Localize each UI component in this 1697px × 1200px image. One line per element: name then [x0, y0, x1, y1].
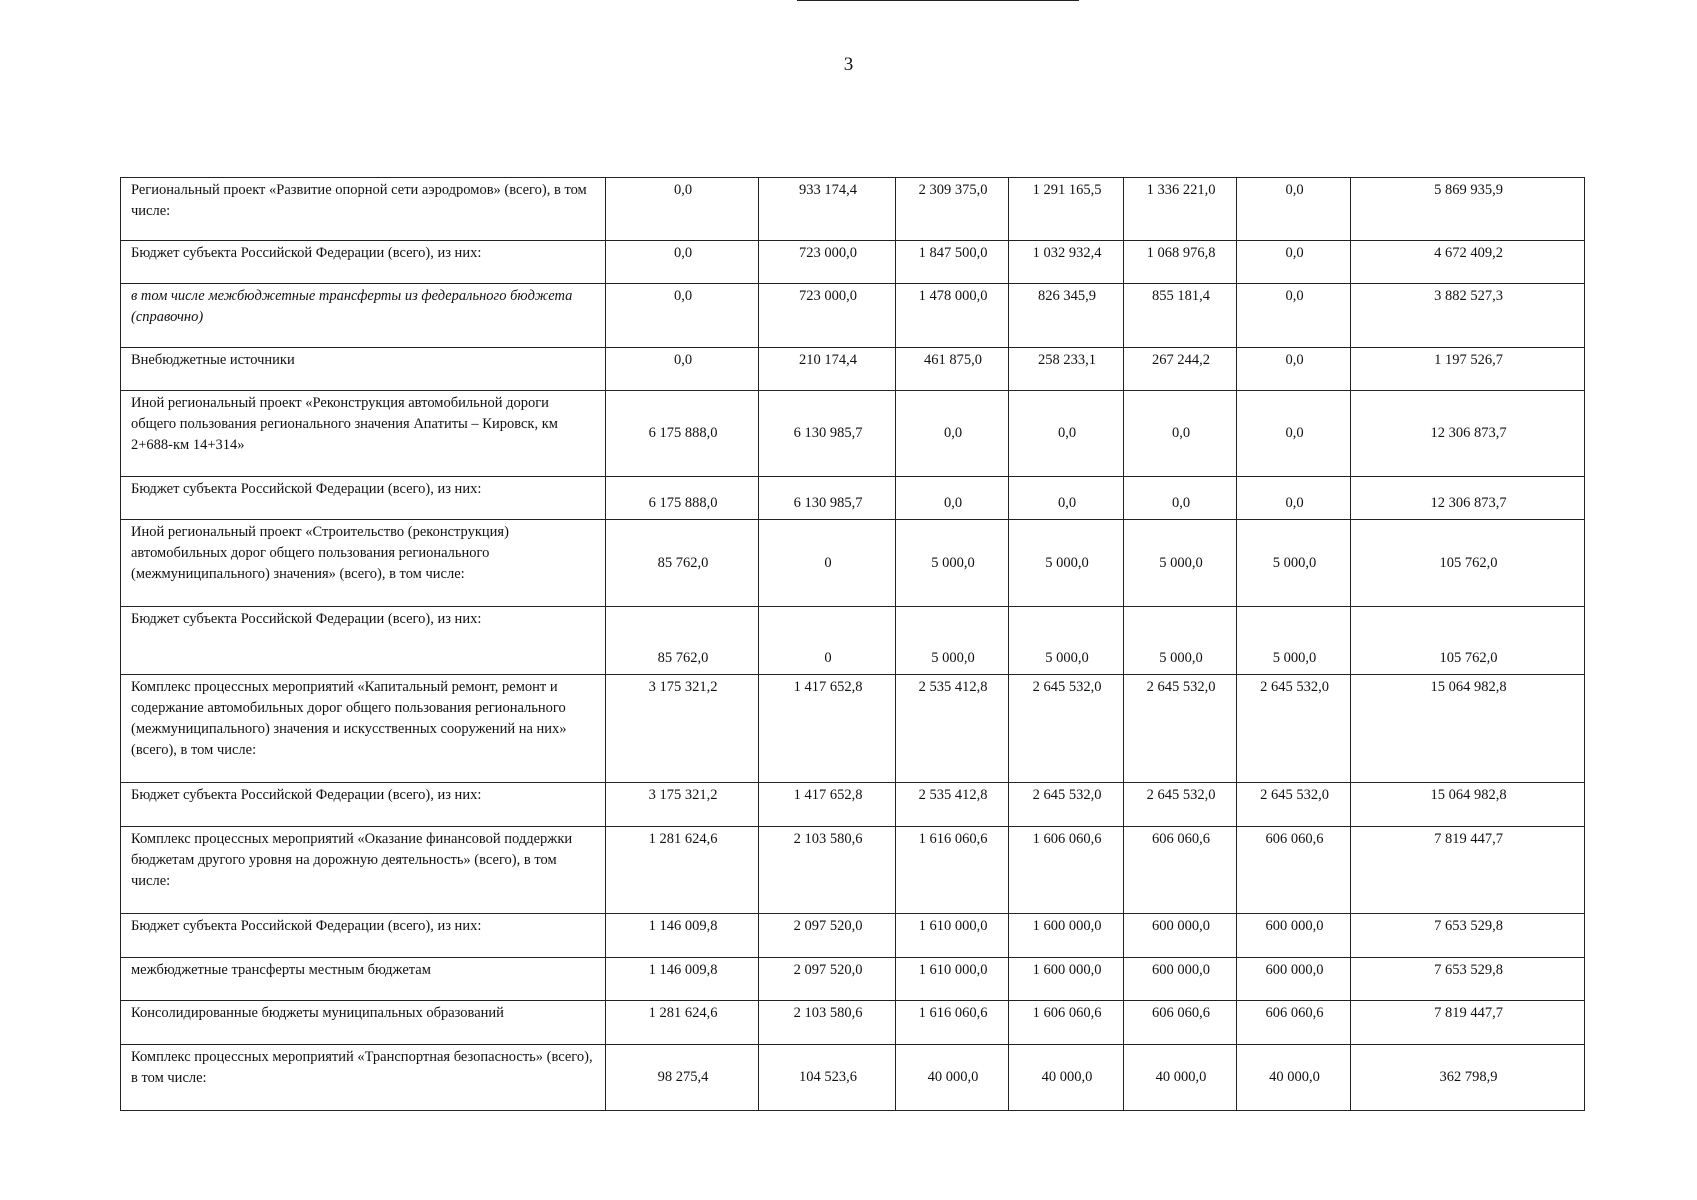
value-cell: 2 645 532,0	[1009, 783, 1124, 827]
value-cell: 2 103 580,6	[759, 827, 896, 914]
value-cell: 1 417 652,8	[759, 675, 896, 783]
table-row	[121, 914, 1585, 958]
value-cell: 1 600 000,0	[1009, 958, 1124, 1001]
row-label: Бюджет субъекта Российской Федерации (всего), из них:	[121, 477, 606, 520]
table-row	[121, 348, 1585, 391]
table-row	[121, 241, 1585, 284]
value-cell: 0,0	[1237, 241, 1351, 284]
row-label: Бюджет субъекта Российской Федерации (всего), из них:	[121, 914, 606, 958]
value-cell: 933 174,4	[759, 178, 896, 241]
value-cell: 0,0	[896, 477, 1009, 520]
row-label: Региональный проект «Развитие опорной сети аэродромов» (всего), в том числе:	[121, 178, 606, 241]
value-cell: 606 060,6	[1124, 827, 1237, 914]
value-cell: 0,0	[1237, 391, 1351, 477]
value-cell: 5 000,0	[896, 607, 1009, 675]
budget-table	[120, 177, 1585, 1111]
value-cell: 2 645 532,0	[1237, 783, 1351, 827]
row-label: Иной региональный проект «Реконструкция автомобильной дороги общего пользования регионального значения Апатиты – Кировск, км 2+688-км 14+314»	[121, 391, 606, 477]
value-cell: 0,0	[1237, 178, 1351, 241]
value-cell: 12 306 873,7	[1351, 477, 1585, 520]
row-label: в том числе межбюджетные трансферты из федерального бюджета (справочно)	[121, 284, 606, 348]
table-row	[121, 178, 1585, 241]
table-row	[121, 675, 1585, 783]
table-row	[121, 477, 1585, 520]
row-label: Бюджет субъекта Российской Федерации (всего), из них:	[121, 607, 606, 675]
value-cell: 600 000,0	[1237, 914, 1351, 958]
value-cell: 1 610 000,0	[896, 958, 1009, 1001]
value-cell: 2 535 412,8	[896, 783, 1009, 827]
value-cell: 6 175 888,0	[606, 391, 759, 477]
table-row	[121, 1045, 1585, 1111]
value-cell: 1 847 500,0	[896, 241, 1009, 284]
value-cell: 5 000,0	[1124, 607, 1237, 675]
value-cell: 6 130 985,7	[759, 477, 896, 520]
value-cell: 1 146 009,8	[606, 914, 759, 958]
value-cell: 2 097 520,0	[759, 914, 896, 958]
value-cell: 15 064 982,8	[1351, 783, 1585, 827]
value-cell: 0,0	[1009, 391, 1124, 477]
row-label: Внебюджетные источники	[121, 348, 606, 391]
page-number: 3	[843, 54, 854, 75]
value-cell: 0	[759, 607, 896, 675]
value-cell: 606 060,6	[1124, 1001, 1237, 1045]
row-label: межбюджетные трансферты местным бюджетам	[121, 958, 606, 1001]
value-cell: 826 345,9	[1009, 284, 1124, 348]
value-cell: 855 181,4	[1124, 284, 1237, 348]
value-cell: 2 645 532,0	[1237, 675, 1351, 783]
value-cell: 5 000,0	[1009, 520, 1124, 607]
value-cell: 2 645 532,0	[1009, 675, 1124, 783]
table-row	[121, 958, 1585, 1001]
value-cell: 600 000,0	[1124, 914, 1237, 958]
table-row	[121, 1001, 1585, 1045]
value-cell: 1 281 624,6	[606, 1001, 759, 1045]
value-cell: 85 762,0	[606, 607, 759, 675]
value-cell: 40 000,0	[1009, 1045, 1124, 1111]
value-cell: 1 197 526,7	[1351, 348, 1585, 391]
row-label: Иной региональный проект «Строительство (реконструкция) автомобильных дорог общего пользования регионального (межмуниципального) значения» (всего), в том числе:	[121, 520, 606, 607]
value-cell: 0,0	[1237, 348, 1351, 391]
value-cell: 85 762,0	[606, 520, 759, 607]
value-cell: 0,0	[1009, 477, 1124, 520]
value-cell: 7 819 447,7	[1351, 1001, 1585, 1045]
value-cell: 1 068 976,8	[1124, 241, 1237, 284]
value-cell: 4 672 409,2	[1351, 241, 1585, 284]
value-cell: 7 653 529,8	[1351, 958, 1585, 1001]
value-cell: 1 032 932,4	[1009, 241, 1124, 284]
row-label: Комплекс процессных мероприятий «Транспортная безопасность» (всего), в том числе:	[121, 1045, 606, 1111]
value-cell: 0,0	[606, 178, 759, 241]
value-cell: 2 097 520,0	[759, 958, 896, 1001]
row-label: Комплекс процессных мероприятий «Оказание финансовой поддержки бюджетам другого уровня на дорожную деятельность» (всего), в том числе:	[121, 827, 606, 914]
value-cell: 210 174,4	[759, 348, 896, 391]
table-row	[121, 520, 1585, 607]
value-cell: 3 175 321,2	[606, 783, 759, 827]
value-cell: 104 523,6	[759, 1045, 896, 1111]
value-cell: 12 306 873,7	[1351, 391, 1585, 477]
value-cell: 5 869 935,9	[1351, 178, 1585, 241]
value-cell: 1 336 221,0	[1124, 178, 1237, 241]
value-cell: 1 291 165,5	[1009, 178, 1124, 241]
value-cell: 0,0	[606, 241, 759, 284]
value-cell: 1 600 000,0	[1009, 914, 1124, 958]
value-cell: 0,0	[896, 391, 1009, 477]
value-cell: 1 417 652,8	[759, 783, 896, 827]
table-row	[121, 783, 1585, 827]
row-label: Консолидированные бюджеты муниципальных образований	[121, 1001, 606, 1045]
value-cell: 5 000,0	[1237, 520, 1351, 607]
value-cell: 258 233,1	[1009, 348, 1124, 391]
value-cell: 40 000,0	[1237, 1045, 1351, 1111]
value-cell: 3 882 527,3	[1351, 284, 1585, 348]
value-cell: 0,0	[1124, 391, 1237, 477]
value-cell: 606 060,6	[1237, 827, 1351, 914]
value-cell: 267 244,2	[1124, 348, 1237, 391]
value-cell: 0	[759, 520, 896, 607]
table-row	[121, 391, 1585, 477]
value-cell: 5 000,0	[1009, 607, 1124, 675]
value-cell: 5 000,0	[1237, 607, 1351, 675]
value-cell: 1 606 060,6	[1009, 827, 1124, 914]
value-cell: 1 610 000,0	[896, 914, 1009, 958]
value-cell: 1 606 060,6	[1009, 1001, 1124, 1045]
value-cell: 105 762,0	[1351, 607, 1585, 675]
table-row	[121, 827, 1585, 914]
value-cell: 1 616 060,6	[896, 827, 1009, 914]
value-cell: 7 819 447,7	[1351, 827, 1585, 914]
value-cell: 3 175 321,2	[606, 675, 759, 783]
value-cell: 98 275,4	[606, 1045, 759, 1111]
value-cell: 600 000,0	[1124, 958, 1237, 1001]
value-cell: 40 000,0	[1124, 1045, 1237, 1111]
top-rule	[797, 0, 1079, 1]
value-cell: 723 000,0	[759, 241, 896, 284]
value-cell: 15 064 982,8	[1351, 675, 1585, 783]
value-cell: 600 000,0	[1237, 958, 1351, 1001]
value-cell: 0,0	[1237, 477, 1351, 520]
value-cell: 0,0	[1237, 284, 1351, 348]
value-cell: 2 535 412,8	[896, 675, 1009, 783]
value-cell: 6 130 985,7	[759, 391, 896, 477]
value-cell: 0,0	[1124, 477, 1237, 520]
row-label: Бюджет субъекта Российской Федерации (всего), из них:	[121, 783, 606, 827]
value-cell: 2 103 580,6	[759, 1001, 896, 1045]
value-cell: 1 146 009,8	[606, 958, 759, 1001]
value-cell: 723 000,0	[759, 284, 896, 348]
value-cell: 606 060,6	[1237, 1001, 1351, 1045]
value-cell: 2 645 532,0	[1124, 783, 1237, 827]
value-cell: 1 616 060,6	[896, 1001, 1009, 1045]
value-cell: 2 309 375,0	[896, 178, 1009, 241]
value-cell: 0,0	[606, 284, 759, 348]
value-cell: 40 000,0	[896, 1045, 1009, 1111]
value-cell: 461 875,0	[896, 348, 1009, 391]
value-cell: 1 281 624,6	[606, 827, 759, 914]
value-cell: 5 000,0	[896, 520, 1009, 607]
value-cell: 2 645 532,0	[1124, 675, 1237, 783]
table-row	[121, 607, 1585, 675]
value-cell: 362 798,9	[1351, 1045, 1585, 1111]
value-cell: 1 478 000,0	[896, 284, 1009, 348]
row-label: Комплекс процессных мероприятий «Капитальный ремонт, ремонт и содержание автомобильных дорог общего пользования регионального (межмуниципального) значения и искусственных сооружений на них» (всего), в том числе:	[121, 675, 606, 783]
row-label: Бюджет субъекта Российской Федерации (всего), из них:	[121, 241, 606, 284]
value-cell: 6 175 888,0	[606, 477, 759, 520]
value-cell: 0,0	[606, 348, 759, 391]
value-cell: 7 653 529,8	[1351, 914, 1585, 958]
table-body	[121, 178, 1585, 1111]
value-cell: 105 762,0	[1351, 520, 1585, 607]
table-row	[121, 284, 1585, 348]
value-cell: 5 000,0	[1124, 520, 1237, 607]
